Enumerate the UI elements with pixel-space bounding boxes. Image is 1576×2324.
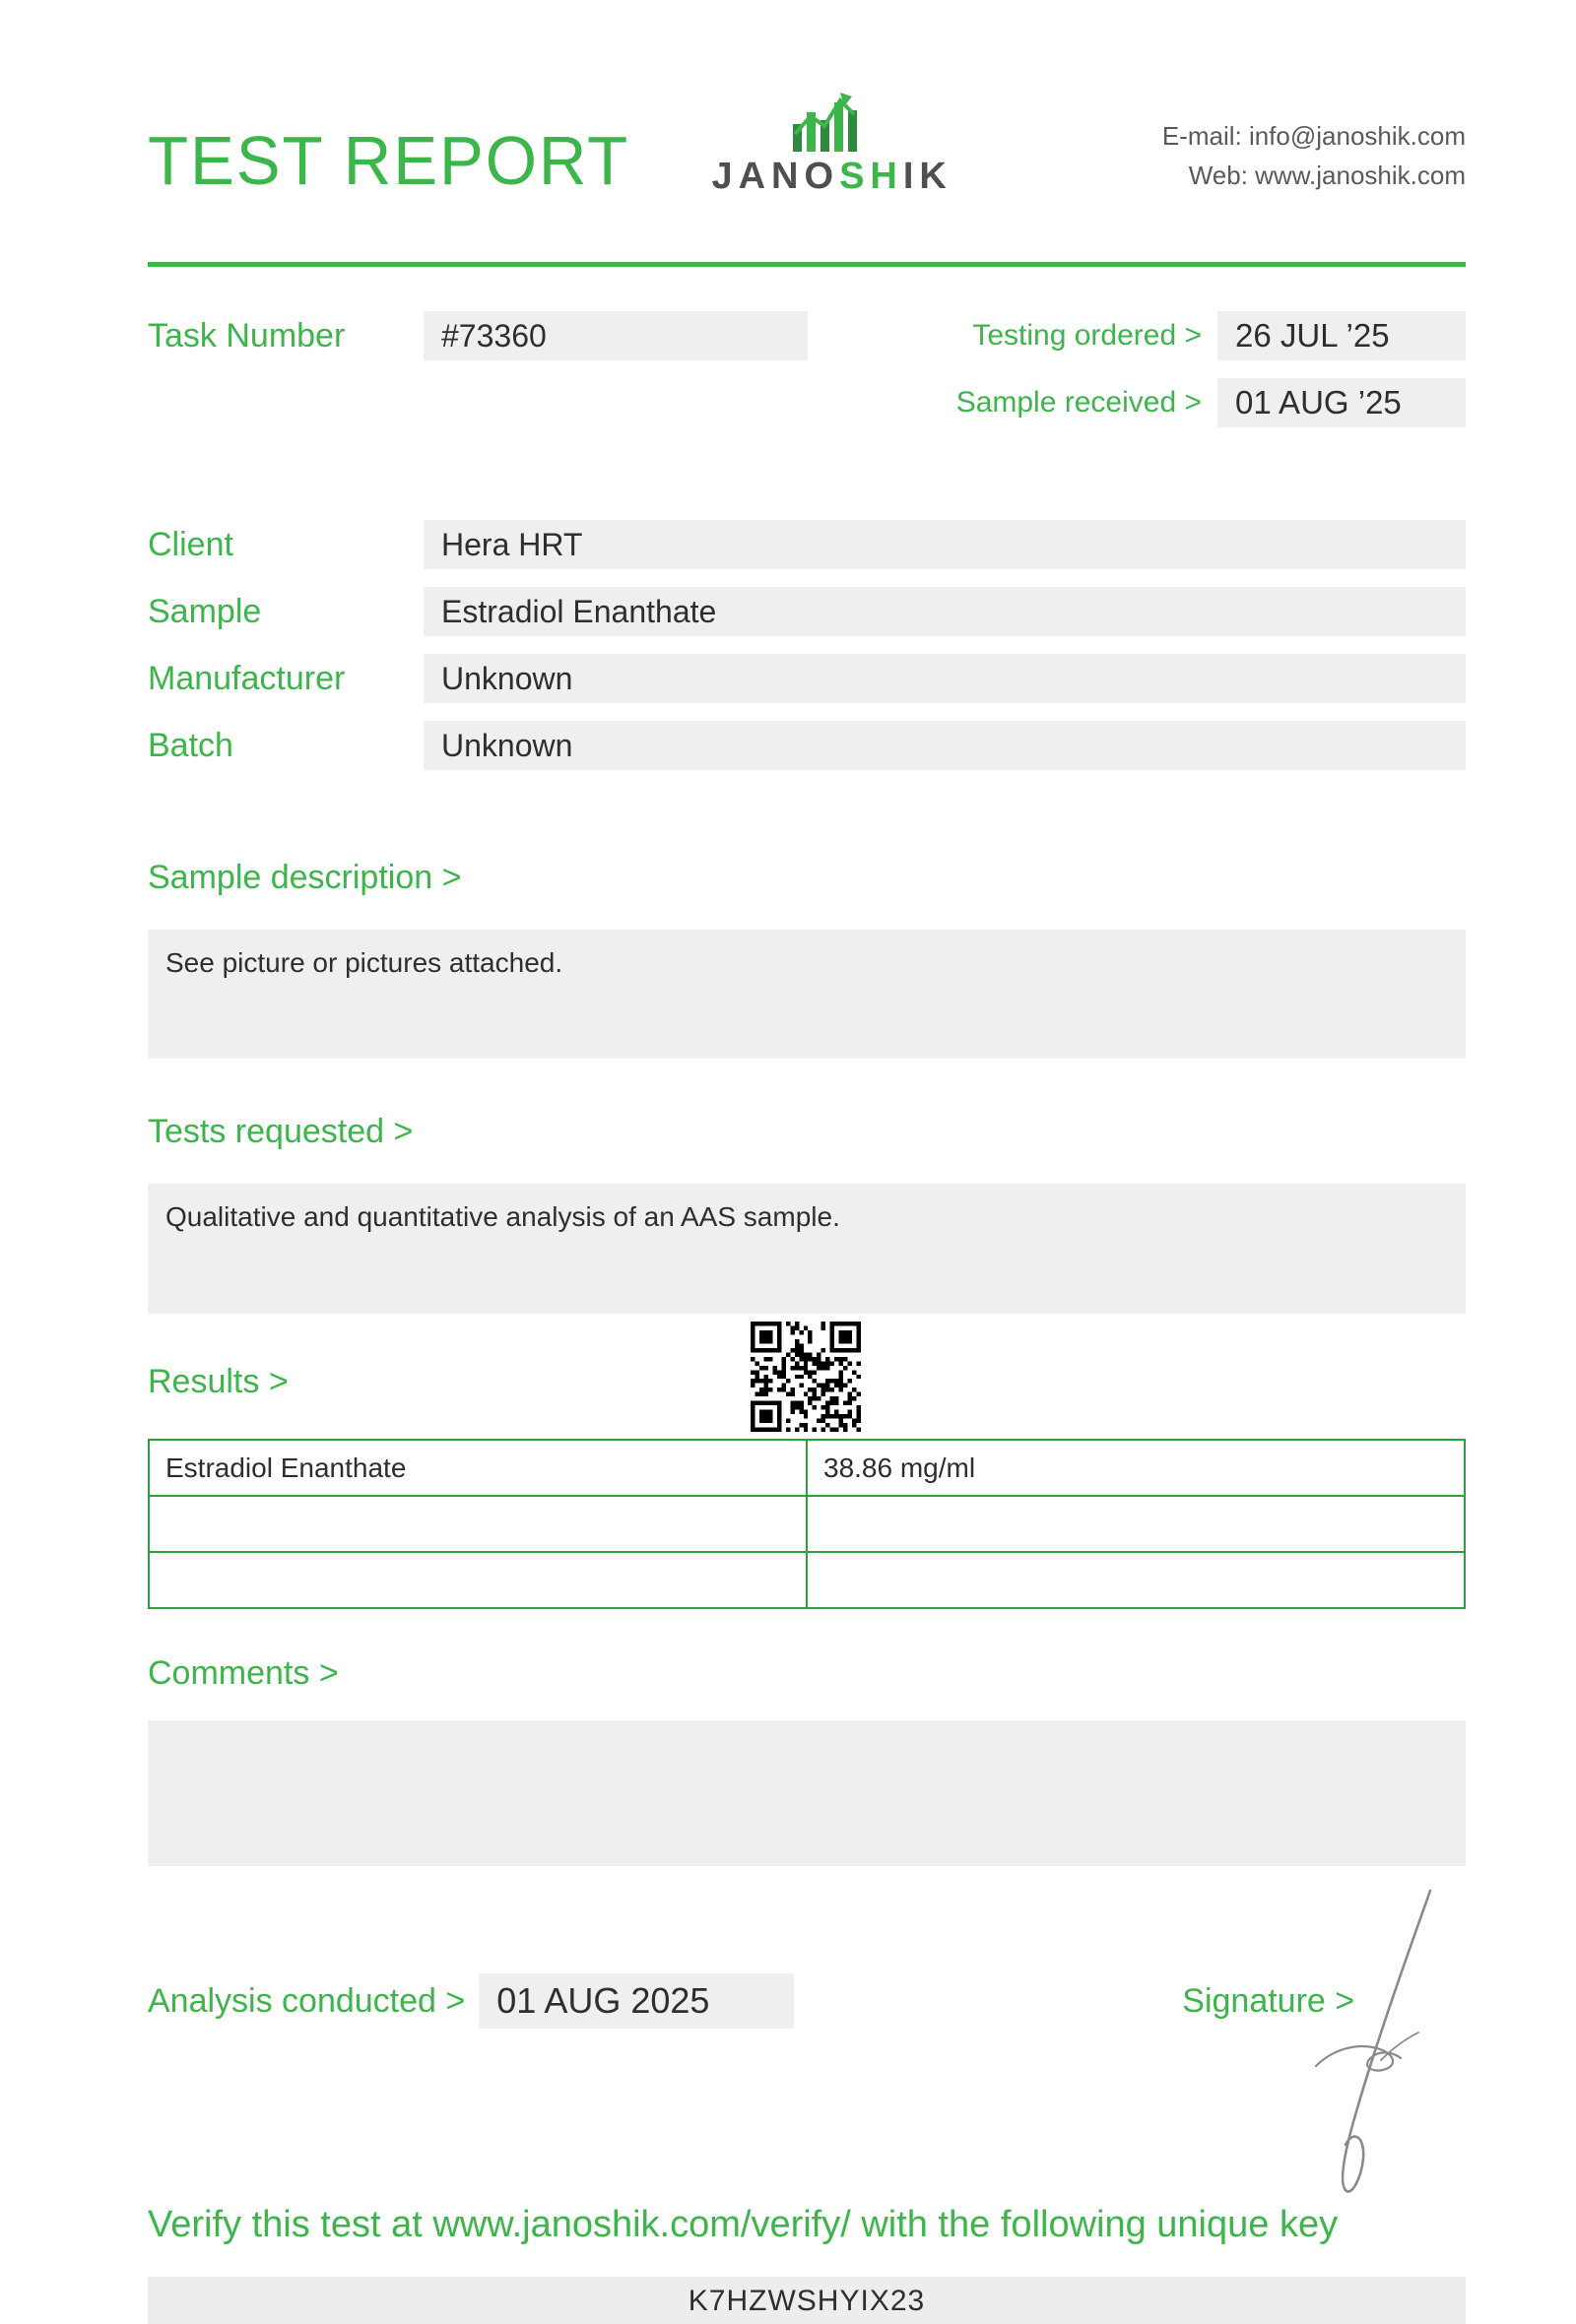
testing-ordered-value: 26 JUL ’25 bbox=[1217, 311, 1466, 360]
divider bbox=[148, 262, 1466, 267]
sample-value: Estradiol Enanthate bbox=[424, 587, 1466, 636]
manufacturer-label: Manufacturer bbox=[148, 659, 346, 697]
info-row-batch bbox=[148, 721, 1466, 770]
contact-info bbox=[1162, 116, 1466, 195]
logo-text: JANOSHIK bbox=[711, 156, 952, 197]
table-row bbox=[149, 1552, 1465, 1608]
header bbox=[148, 91, 1466, 199]
client-value: Hera HRT bbox=[424, 520, 1466, 569]
task-section bbox=[148, 311, 1466, 427]
analysis-conducted-value: 01 AUG 2025 bbox=[479, 1973, 794, 2029]
task-number-value: #73360 bbox=[424, 311, 808, 360]
results-table bbox=[148, 1439, 1466, 1609]
table-row bbox=[149, 1440, 1465, 1496]
sample-received-label: Sample received > bbox=[955, 386, 1202, 419]
tests-requested-heading: Tests requested > bbox=[148, 1113, 414, 1150]
table-row bbox=[149, 1496, 1465, 1552]
result-value-cell: 38.86 mg/ml bbox=[807, 1440, 1465, 1496]
bar-chart-icon bbox=[785, 91, 880, 152]
task-number-label: Task Number bbox=[148, 316, 346, 355]
info-row-manufacturer bbox=[148, 654, 1466, 703]
result-name-cell bbox=[149, 1496, 807, 1552]
signature-label: Signature > bbox=[1182, 1981, 1355, 2020]
result-name-cell: Estradiol Enanthate bbox=[149, 1440, 807, 1496]
results-heading: Results > bbox=[148, 1363, 289, 1400]
analysis-row bbox=[148, 1973, 1466, 2029]
result-value-cell bbox=[807, 1496, 1465, 1552]
result-name-cell bbox=[149, 1552, 807, 1608]
janoshik-logo bbox=[711, 91, 952, 195]
sample-received-value: 01 AUG ’25 bbox=[1217, 378, 1466, 427]
client-label: Client bbox=[148, 525, 233, 563]
tests-requested-box: Qualitative and quantitative analysis of an AAS sample. bbox=[148, 1184, 1466, 1314]
sample-description-heading: Sample description > bbox=[148, 859, 462, 896]
manufacturer-value: Unknown bbox=[424, 654, 1466, 703]
contact-email: E-mail: info@janoshik.com bbox=[1161, 121, 1466, 151]
testing-ordered-row bbox=[956, 311, 1466, 360]
contact-web: Web: www.janoshik.com bbox=[1188, 161, 1466, 190]
info-row-client bbox=[148, 520, 1466, 569]
comments-box bbox=[148, 1720, 1466, 1866]
analysis-conducted-label: Analysis conducted > bbox=[148, 1981, 466, 2020]
signature-image bbox=[1282, 1883, 1450, 2208]
page-title: TEST REPORT bbox=[148, 122, 630, 199]
qr-code bbox=[751, 1322, 861, 1432]
info-section bbox=[148, 520, 1466, 770]
info-row-sample bbox=[148, 587, 1466, 636]
sample-description-box: See picture or pictures attached. bbox=[148, 930, 1466, 1059]
sample-label: Sample bbox=[148, 592, 262, 630]
comments-heading: Comments > bbox=[148, 1654, 339, 1692]
batch-value: Unknown bbox=[424, 721, 1466, 770]
verify-text: Verify this test at www.janoshik.com/verify/ with the following unique key bbox=[148, 2204, 1339, 2245]
result-value-cell bbox=[807, 1552, 1465, 1608]
batch-label: Batch bbox=[148, 726, 233, 764]
testing-ordered-label: Testing ordered > bbox=[972, 319, 1202, 352]
verify-key: K7HZWSHYIX23 bbox=[148, 2277, 1466, 2324]
sample-received-row bbox=[956, 378, 1466, 427]
